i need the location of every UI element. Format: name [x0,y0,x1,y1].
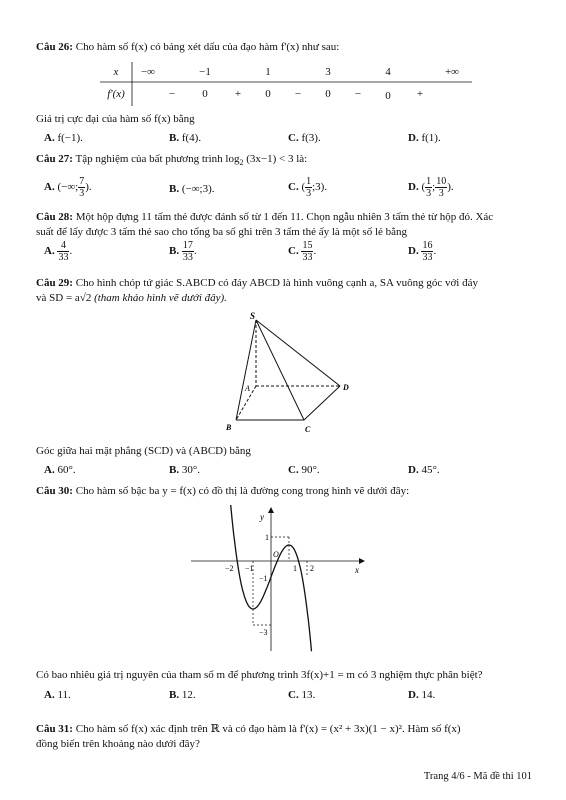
vertex-s-label: S [250,311,256,321]
table-x-value: +∞ [444,66,460,78]
table-x-value: 4 [385,66,391,78]
q31-label: Câu 31: [36,723,73,735]
q31-stem [36,722,536,752]
pyramid-figure [200,310,360,440]
vertex-d-label: D [343,383,349,392]
q31-line2: đồng biến trên khoảng nào dưới đây? [36,737,200,750]
q28-stem [36,210,536,240]
q30-option-a[interactable]: A. 11. [44,689,71,701]
vertex-a-label: A [245,384,250,393]
table-sign: 0 [325,88,331,100]
q26-option-d[interactable]: D. f(1). [408,132,441,144]
table-sign: − [168,88,176,100]
q28-line1: Một hộp đựng 11 tấm thẻ được đánh số từ 1 đến 11. Chọn ngẫu nhiên 3 tấm thẻ từ hộp đó. Xác [75,211,494,223]
tick-label-ym1: −1 [259,574,268,583]
q29-option-d[interactable]: D. 45°. [408,464,440,476]
q27-option-c[interactable]: C. ( $\frac{1}{3}$ ;3). [288,176,328,199]
q30-option-c[interactable]: C. 13. [288,689,316,701]
q29-option-a[interactable]: A. 60°. [44,464,76,476]
q29-question: Góc giữa hai mặt phẳng (SCD) và (ABCD) bằng [36,445,251,457]
table-sign: 0 [202,88,208,100]
q28-option-b[interactable]: B. $\frac{17}{33}$ . [169,240,197,263]
vertex-b-label: B [226,423,232,432]
q28-option-a[interactable]: A. $\frac{4}{33}$ . [44,240,73,263]
q29-line2b: (tham khảo hình vẽ dưới đây). [94,291,227,304]
table-x-value: −1 [199,66,211,78]
table-x-value: 3 [325,66,331,78]
table-x-value: 1 [265,66,271,78]
q28-label: Câu 28: [36,211,73,223]
q31-line1: Cho hàm số f(x) xác định trên ℝ và có đạo hàm là f'(x) = (x² + 3x)(1 − x)². Hàm số f(x) [75,723,461,735]
q26-option-c[interactable]: C. f(3). [288,132,321,144]
table-sign: − [354,88,362,100]
q27-label: Câu 27: [36,153,73,165]
q27-option-d[interactable]: D. ( $\frac{1}{3}$ ; $\frac{10}{3}$ ). [408,176,454,199]
q29-line2a: và SD = a√2 [36,291,92,304]
q30-stem [36,484,536,499]
q26-option-b[interactable]: B. f(4). [169,132,202,144]
q30-label: Câu 30: [36,485,73,497]
q30-option-b[interactable]: B. 12. [169,689,196,701]
q27-options [36,176,536,206]
q29-options [36,463,536,485]
q27-stem-b: (3x−1) < 3 là: [246,153,308,165]
q26-sign-table [100,62,472,106]
q29-line1: Cho hình chóp tứ giác S.ABCD có đáy ABCD là hình vuông cạnh a, SA vuông góc với đáy [75,277,478,289]
q29-stem [36,276,536,306]
tick-label-x2: 2 [310,564,314,573]
table-sign: + [416,88,424,100]
q30-stem-text: Cho hàm số bậc ba y = f(x) có đồ thị là đường cong trong hình vẽ dưới đây: [75,485,410,497]
q27-stem-a: Tập nghiệm của bất phương trình log [75,153,240,165]
q30-question: Có bao nhiêu giá trị nguyên của tham số m để phương trình 3f(x)+1 = m có 3 nghiệm thực phân biệt? [36,669,483,681]
tick-label-xm1: −1 [245,564,254,573]
q27-stem [36,152,536,169]
q26-question: Giá trị cực đại của hàm số f(x) bằng [36,113,195,125]
table-fprime-head: f'(x) [107,88,125,100]
q26-label: Câu 26: [36,41,73,53]
q28-option-c[interactable]: C. $\frac{15}{33}$ . [288,240,317,263]
y-axis-label: y [260,512,264,522]
q26-stem-text: Cho hàm số f(x) có bảng xét dấu của đạo hàm f'(x) như sau: [75,41,340,53]
cubic-graph [185,505,365,655]
table-x-head: x [113,66,119,78]
q27-option-a[interactable]: A. (−∞; $\frac{7}{3}$ ). [44,176,92,199]
vertex-c-label: C [305,425,311,434]
origin-label: O [273,550,279,559]
tick-label-x1: 1 [293,564,297,573]
q30-option-d[interactable]: D. 14. [408,689,436,701]
q28-option-d[interactable]: D. $\frac{16}{33}$ . [408,240,437,263]
q28-options [36,240,536,270]
q29-label: Câu 29: [36,277,73,289]
tick-label-ym3: −3 [259,628,268,637]
q27-log-base: 2 [239,158,244,168]
q29-option-c[interactable]: C. 90°. [288,464,320,476]
tick-label-xm2: −2 [225,564,234,573]
table-sign: 0 [265,88,271,100]
q30-options [36,688,536,710]
page-footer: Trang 4/6 - Mã đề thi 101 [423,771,532,782]
q27-option-b[interactable]: B. (−∞;3). [169,183,215,195]
q26-stem [36,40,536,55]
q28-line2: suất để lấy được 3 tấm thẻ sao cho tổng ba số ghi trên 3 tấm thẻ ấy là một số lẻ bằng [36,225,408,238]
table-sign: + [234,88,242,100]
x-axis-label: x [355,565,359,575]
q26-options [36,131,536,153]
q26-option-a[interactable]: A. f(−1). [44,132,83,144]
q29-option-b[interactable]: B. 30°. [169,464,200,476]
table-x-value: −∞ [140,66,156,78]
table-sign: 0 [385,90,391,102]
tick-label-y1: 1 [265,533,269,542]
table-sign: − [294,88,302,100]
